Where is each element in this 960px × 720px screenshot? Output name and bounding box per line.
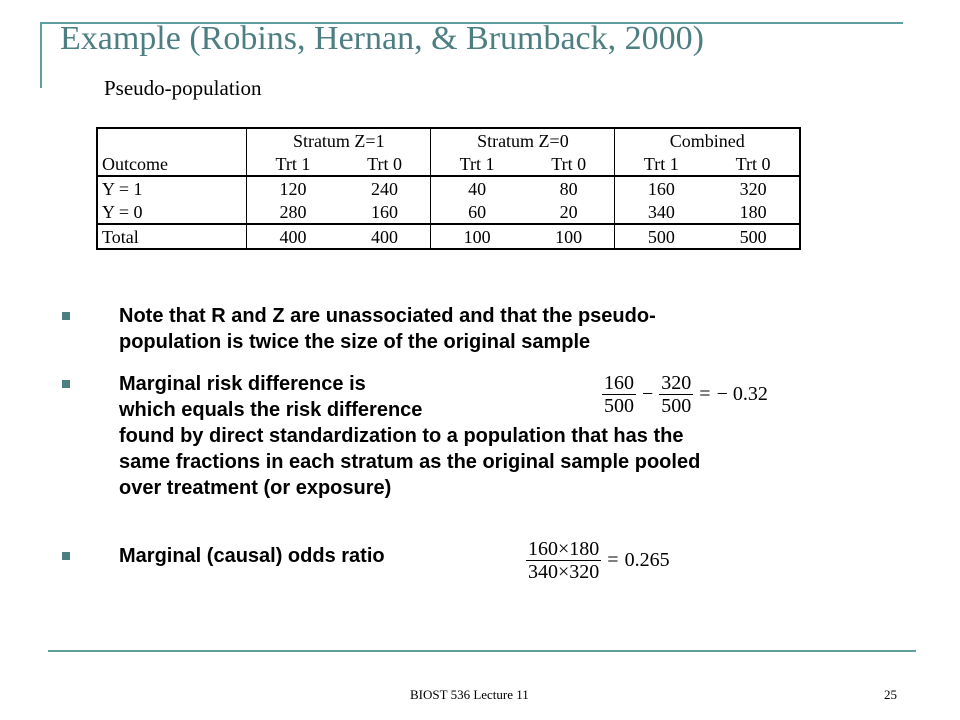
table-cell: 160 [615,176,707,200]
table-cell: 400 [247,224,339,249]
sub-header: Trt 0 [707,152,800,176]
table-row [97,224,800,249]
fraction: $\frac{320}{500}$ [661,372,692,417]
table-subheader-row [97,152,800,176]
sub-header: Trt 1 [247,152,339,176]
square-bullet-icon [62,380,70,388]
row-label: Y = 1 [97,176,247,200]
bullet-text: Marginal (causal) odds ratio [119,545,385,567]
top-vertical-rule [40,22,42,88]
bullet-text: over treatment (or exposure) [119,477,392,499]
sub-header: Trt 1 [615,152,707,176]
page-number: 25 [884,687,897,702]
formula-result: − 0.32 [716,383,768,405]
table-cell: 20 [523,200,615,224]
fraction: $\frac{160}{500}$ [604,372,634,417]
table-cell: 100 [431,224,523,249]
table-cell: 40 [431,176,523,200]
square-bullet-icon [62,312,70,320]
row-label: Total [97,224,247,249]
table-cell: 400 [339,224,431,249]
square-bullet-icon [62,552,70,560]
formula-result: 0.265 [624,549,670,571]
table-cell: 240 [371,178,399,199]
table-cell: 280 [247,200,339,224]
group-header: Stratum Z=0 [431,128,615,152]
outcome-label: Outcome [97,152,247,176]
bullet-text: Note that R and Z are unassociated and that the pseudo- [119,305,656,327]
table-cell: 500 [615,224,707,249]
table-cell: 320 [707,176,800,200]
table-cell: 60 [431,200,523,224]
table-cell: 500 [707,224,800,249]
table-cell: 180 [707,200,800,224]
sub-header: Trt 0 [339,152,431,176]
fraction: $\frac{160\times 180}{340\times 320}$ [528,538,600,583]
footer-text: BIOST 536 Lecture 11 [410,687,529,702]
bullet-text: which equals the risk difference [119,399,423,421]
pseudo-population-table [96,127,801,250]
risk-difference-formula: $\frac{160}{500}$ − $\frac{320}{500}$ = − 0.32 [604,372,768,417]
odds-ratio-formula: $\frac{160\times 180}{340\times 320}$ = 0.265 [528,538,670,583]
sub-header: Trt 1 [431,152,523,176]
bottom-horizontal-rule [48,650,916,652]
bullet-text: population is twice the size of the original sample [119,331,591,353]
table-cell: 120 [247,176,339,200]
table-header-row [97,128,800,152]
table-cell: 100 [523,224,615,249]
table-cell: 80 [559,178,578,199]
group-header: Combined [615,128,800,152]
sub-header: Trt 0 [523,152,615,176]
table-row [97,176,800,200]
table-cell: 160 [339,200,431,224]
row-label: Y = 0 [97,200,247,224]
group-header: Stratum Z=1 [247,128,431,152]
slide-title: Example (Robins, Hernan, & Brumback, 2000) [60,20,704,57]
bullet-text: same fractions in each stratum as the original sample pooled [119,451,701,473]
table-cell: 340 [615,200,707,224]
table-row [97,200,800,224]
slide-subtitle: Pseudo-population [104,76,262,100]
bullet-text: Marginal risk difference is [119,373,366,395]
bullet-text: found by direct standardization to a population that has the [119,425,684,447]
